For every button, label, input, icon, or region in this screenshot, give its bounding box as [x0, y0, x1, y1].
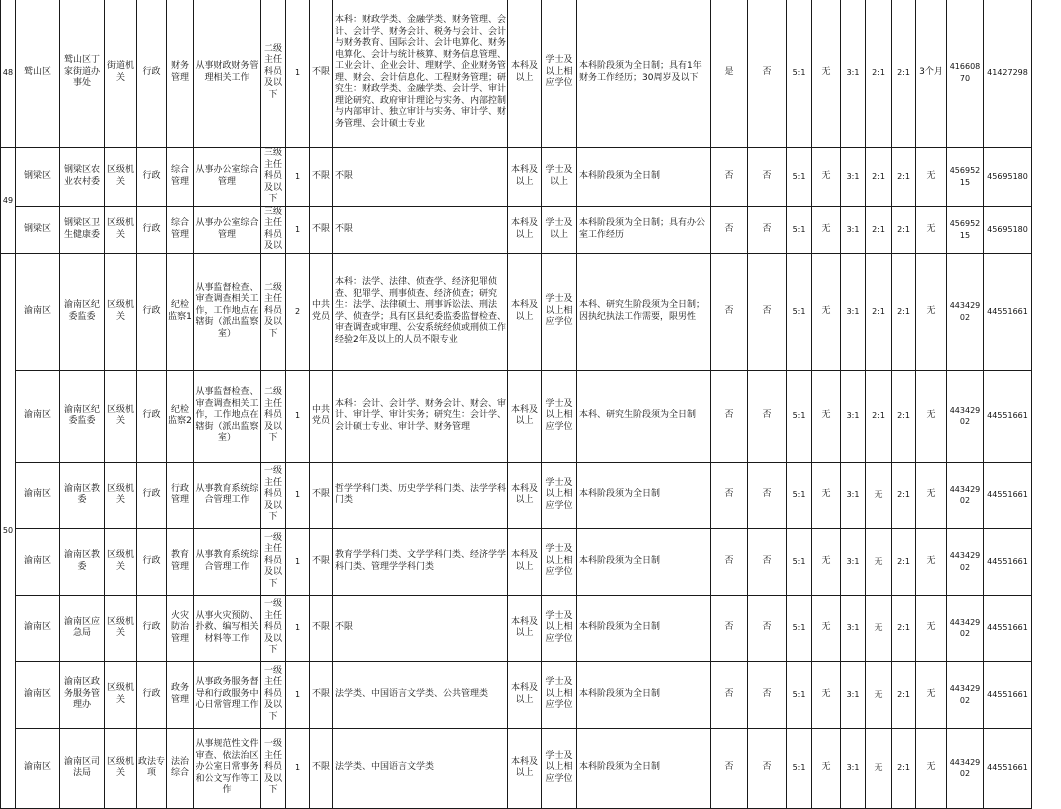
degree-cell: 学士及以上相应学位	[542, 0, 577, 148]
phone2-cell: 41427298	[984, 0, 1032, 148]
district-cell: 渝南区	[16, 253, 60, 370]
degree-cell: 学士及以上相应学位	[542, 728, 577, 808]
table-row	[1, 728, 1032, 808]
c2-cell: 否	[748, 206, 787, 253]
district-cell: 钢梁区	[16, 148, 60, 207]
count-cell: 1	[286, 661, 310, 728]
unit-cell: 钢梁区农业农村委	[60, 148, 105, 207]
major-cell: 法学类、中国语言文学类	[333, 728, 508, 808]
unit-type-cell: 区级机关	[105, 206, 137, 253]
c2-cell: 否	[748, 0, 787, 148]
c8-cell: 无	[916, 370, 947, 462]
politics-cell: 不限	[310, 206, 333, 253]
c4-cell: 无	[812, 462, 841, 528]
level-cell: 一级主任科员及以下	[261, 728, 286, 808]
politics-cell: 不限	[310, 148, 333, 207]
c3-cell: 5:1	[787, 661, 812, 728]
phone2-cell: 44551661	[984, 528, 1032, 595]
c6-cell: 无	[866, 595, 892, 661]
other-cell: 本科、研究生阶段须为全日制	[577, 370, 711, 462]
unit-cell: 渝南区纪委监委	[60, 370, 105, 462]
level-cell: 二级主任科员及以下	[261, 0, 286, 148]
position-cell: 财务管理	[167, 0, 194, 148]
unit-type-cell: 区级机关	[105, 595, 137, 661]
district-cell: 鹫山区	[16, 0, 60, 148]
unit-type-cell: 区级机关	[105, 253, 137, 370]
position-cell: 纪检监察1	[167, 253, 194, 370]
table-row	[1, 253, 1032, 370]
other-cell: 本科阶段须为全日制	[577, 462, 711, 528]
position-cell: 综合管理	[167, 148, 194, 207]
c4-cell: 无	[812, 206, 841, 253]
phone1-cell: 44342902	[947, 370, 984, 462]
table-row	[1, 206, 1032, 253]
c2-cell: 否	[748, 462, 787, 528]
phone1-cell: 45695215	[947, 206, 984, 253]
duty-cell: 从事监督检查、审查调查相关工作，工作地点在辖街（派出监察室）	[194, 253, 261, 370]
phone1-cell: 44342902	[947, 528, 984, 595]
phone2-cell: 45695180	[984, 148, 1032, 207]
c7-cell: 2:1	[892, 148, 916, 207]
duty-cell: 从事财政财务管理相关工作	[194, 0, 261, 148]
c3-cell: 5:1	[787, 528, 812, 595]
education-cell: 本科及以上	[508, 595, 542, 661]
count-cell: 1	[286, 728, 310, 808]
c3-cell: 5:1	[787, 0, 812, 148]
unit-cell: 鹫山区丁家街道办事处	[60, 0, 105, 148]
c3-cell: 5:1	[787, 148, 812, 207]
phone2-cell: 44551661	[984, 661, 1032, 728]
unit-cell: 渝南区纪委监委	[60, 253, 105, 370]
degree-cell: 学士及以上相应学位	[542, 528, 577, 595]
count-cell: 1	[286, 206, 310, 253]
position-cell: 火灾防治管理	[167, 595, 194, 661]
major-cell: 本科：财政学类、金融学类、财务管理、会计、会计学、财务会计、税务与会计、会计与财务教育、国际会计、会计电算化、财务电算化、会计与统计核算、财务信息管理、工业会计、企业会计、理财学、企业财务管理、财会、会计信息化、工程财务管理；研究生：财政学类、金融学类、会计学、审计理论研究、政府审计理论与实务、内部控制与内部审计、独立审计与实务、审计学、财务管理、会计硕士专业	[333, 0, 508, 148]
district-cell: 渝南区	[16, 462, 60, 528]
level-cell: 一级主任科员及以下	[261, 661, 286, 728]
c7-cell: 2:1	[892, 728, 916, 808]
category-cell: 行政	[137, 462, 167, 528]
c4-cell: 无	[812, 148, 841, 207]
unit-cell: 渝南区教委	[60, 462, 105, 528]
c1-cell: 否	[711, 462, 748, 528]
c8-cell: 无	[916, 148, 947, 207]
duty-cell: 从事火灾预防、扑救、编写相关材料等工作	[194, 595, 261, 661]
count-cell: 1	[286, 0, 310, 148]
c7-cell: 2:1	[892, 595, 916, 661]
category-cell: 行政	[137, 148, 167, 207]
phone2-cell: 44551661	[984, 462, 1032, 528]
major-cell: 不限	[333, 595, 508, 661]
education-cell: 本科及以上	[508, 462, 542, 528]
phone1-cell: 44342902	[947, 661, 984, 728]
degree-cell: 学士及以上相应学位	[542, 462, 577, 528]
c1-cell: 否	[711, 206, 748, 253]
c1-cell: 否	[711, 370, 748, 462]
c5-cell: 3:1	[841, 595, 866, 661]
category-cell: 行政	[137, 595, 167, 661]
category-cell: 行政	[137, 661, 167, 728]
table-row	[1, 462, 1032, 528]
other-cell: 本科、研究生阶段须为全日制；因执纪执法工作需要，限男性	[577, 253, 711, 370]
unit-type-cell: 区级机关	[105, 462, 137, 528]
c7-cell: 2:1	[892, 206, 916, 253]
group-number: 48	[1, 0, 16, 148]
c5-cell: 3:1	[841, 528, 866, 595]
table-row	[1, 0, 1032, 148]
unit-type-cell: 区级机关	[105, 661, 137, 728]
c4-cell: 无	[812, 728, 841, 808]
degree-cell: 学士及以上相应学位	[542, 253, 577, 370]
c3-cell: 5:1	[787, 206, 812, 253]
district-cell: 渝南区	[16, 595, 60, 661]
c5-cell: 3:1	[841, 0, 866, 148]
phone1-cell: 44342902	[947, 253, 984, 370]
c7-cell: 2:1	[892, 0, 916, 148]
c5-cell: 3:1	[841, 206, 866, 253]
position-cell: 综合管理	[167, 206, 194, 253]
degree-cell: 学士及以上相应学位	[542, 661, 577, 728]
degree-cell: 学士及以上相应学位	[542, 595, 577, 661]
position-cell: 法治综合	[167, 728, 194, 808]
duty-cell: 从事教育系统综合管理工作	[194, 462, 261, 528]
c4-cell: 无	[812, 661, 841, 728]
c5-cell: 3:1	[841, 462, 866, 528]
category-cell: 行政	[137, 206, 167, 253]
level-cell: 一级主任科员及以下	[261, 528, 286, 595]
district-cell: 渝南区	[16, 528, 60, 595]
c1-cell: 否	[711, 528, 748, 595]
politics-cell: 不限	[310, 661, 333, 728]
c8-cell: 无	[916, 528, 947, 595]
unit-cell: 渝南区应急局	[60, 595, 105, 661]
unit-cell: 渝南区政务服务管理办	[60, 661, 105, 728]
c2-cell: 否	[748, 661, 787, 728]
c6-cell: 2:1	[866, 206, 892, 253]
phone1-cell: 44342902	[947, 595, 984, 661]
category-cell: 行政	[137, 253, 167, 370]
table-row	[1, 661, 1032, 728]
level-cell: 二级主任科员及以下	[261, 370, 286, 462]
education-cell: 本科及以上	[508, 528, 542, 595]
c7-cell: 2:1	[892, 528, 916, 595]
c4-cell: 无	[812, 528, 841, 595]
level-cell: 三级主任科员及以下	[261, 148, 286, 207]
unit-type-cell: 区级机关	[105, 528, 137, 595]
c1-cell: 是	[711, 0, 748, 148]
c3-cell: 5:1	[787, 728, 812, 808]
c3-cell: 5:1	[787, 253, 812, 370]
c1-cell: 否	[711, 728, 748, 808]
c8-cell: 无	[916, 253, 947, 370]
c8-cell: 无	[916, 595, 947, 661]
level-cell: 三级主任科员及以	[261, 206, 286, 253]
count-cell: 1	[286, 462, 310, 528]
politics-cell: 不限	[310, 462, 333, 528]
c5-cell: 3:1	[841, 253, 866, 370]
c8-cell: 无	[916, 728, 947, 808]
district-cell: 渝南区	[16, 370, 60, 462]
unit-cell: 渝南区教委	[60, 528, 105, 595]
level-cell: 二级主任科员及以下	[261, 253, 286, 370]
c4-cell: 无	[812, 595, 841, 661]
position-cell: 教育管理	[167, 528, 194, 595]
c1-cell: 否	[711, 253, 748, 370]
politics-cell: 中共党员	[310, 370, 333, 462]
unit-cell: 渝南区司法局	[60, 728, 105, 808]
c1-cell: 否	[711, 661, 748, 728]
table-row	[1, 528, 1032, 595]
other-cell: 本科阶段须为全日制	[577, 728, 711, 808]
phone1-cell: 45695215	[947, 148, 984, 207]
c6-cell: 无	[866, 728, 892, 808]
education-cell: 本科及以上	[508, 370, 542, 462]
other-cell: 本科阶段须为全日制	[577, 148, 711, 207]
count-cell: 1	[286, 370, 310, 462]
c2-cell: 否	[748, 148, 787, 207]
phone2-cell: 44551661	[984, 370, 1032, 462]
c5-cell: 3:1	[841, 661, 866, 728]
position-cell: 政务管理	[167, 661, 194, 728]
c5-cell: 3:1	[841, 370, 866, 462]
c8-cell: 无	[916, 661, 947, 728]
c7-cell: 2:1	[892, 661, 916, 728]
count-cell: 1	[286, 595, 310, 661]
c8-cell: 无	[916, 462, 947, 528]
position-cell: 行政管理	[167, 462, 194, 528]
education-cell: 本科及以上	[508, 661, 542, 728]
phone1-cell: 44342902	[947, 462, 984, 528]
duty-cell: 从事办公室综合管理	[194, 148, 261, 207]
c6-cell: 无	[866, 661, 892, 728]
politics-cell: 不限	[310, 728, 333, 808]
duty-cell: 从事教育系统综合管理工作	[194, 528, 261, 595]
level-cell: 一级主任科员及以下	[261, 462, 286, 528]
c6-cell: 2:1	[866, 148, 892, 207]
count-cell: 2	[286, 253, 310, 370]
c3-cell: 5:1	[787, 370, 812, 462]
other-cell: 本科阶段须为全日制；具有1年财务工作经历；30周岁及以下	[577, 0, 711, 148]
table-row	[1, 148, 1032, 207]
table-row	[1, 595, 1032, 661]
unit-type-cell: 区级机关	[105, 728, 137, 808]
phone2-cell: 45695180	[984, 206, 1032, 253]
position-cell: 纪检监察2	[167, 370, 194, 462]
c4-cell: 无	[812, 0, 841, 148]
politics-cell: 中共党员	[310, 253, 333, 370]
degree-cell: 学士及以上相应学位	[542, 370, 577, 462]
phone2-cell: 44551661	[984, 253, 1032, 370]
education-cell: 本科及以上	[508, 148, 542, 207]
duty-cell: 从事办公室综合管理	[194, 206, 261, 253]
c2-cell: 否	[748, 595, 787, 661]
group-number: 50	[1, 253, 16, 808]
major-cell: 不限	[333, 206, 508, 253]
c7-cell: 2:1	[892, 253, 916, 370]
degree-cell: 学士及以上	[542, 148, 577, 207]
c7-cell: 2:1	[892, 370, 916, 462]
category-cell: 行政	[137, 0, 167, 148]
c5-cell: 3:1	[841, 148, 866, 207]
c6-cell: 无	[866, 462, 892, 528]
major-cell: 不限	[333, 148, 508, 207]
unit-type-cell: 街道机关	[105, 0, 137, 148]
c1-cell: 否	[711, 595, 748, 661]
phone1-cell: 41660870	[947, 0, 984, 148]
group-number: 49	[1, 148, 16, 254]
phone1-cell: 44342902	[947, 728, 984, 808]
c2-cell: 否	[748, 253, 787, 370]
education-cell: 本科及以上	[508, 0, 542, 148]
politics-cell: 不限	[310, 528, 333, 595]
district-cell: 钢梁区	[16, 206, 60, 253]
c3-cell: 5:1	[787, 462, 812, 528]
duty-cell: 从事政务服务督导和行政服务中心日常管理工作	[194, 661, 261, 728]
duty-cell: 从事规范性文件审查、依法治区办公室日常事务和公文写作等工作	[194, 728, 261, 808]
politics-cell: 不限	[310, 0, 333, 148]
c6-cell: 无	[866, 528, 892, 595]
category-cell: 行政	[137, 370, 167, 462]
c7-cell: 2:1	[892, 462, 916, 528]
education-cell: 本科及以上	[508, 206, 542, 253]
phone2-cell: 44551661	[984, 595, 1032, 661]
degree-cell: 学士及以上	[542, 206, 577, 253]
c1-cell: 否	[711, 148, 748, 207]
unit-cell: 钢梁区卫生健康委	[60, 206, 105, 253]
politics-cell: 不限	[310, 595, 333, 661]
level-cell: 一级主任科员及以下	[261, 595, 286, 661]
unit-type-cell: 区级机关	[105, 370, 137, 462]
c2-cell: 否	[748, 528, 787, 595]
major-cell: 哲学学科门类、历史学学科门类、法学学科门类	[333, 462, 508, 528]
other-cell: 本科阶段须为全日制	[577, 595, 711, 661]
unit-type-cell: 区级机关	[105, 148, 137, 207]
education-cell: 本科及以上	[508, 728, 542, 808]
major-cell: 本科：会计、会计学、财务会计、财会、审计、审计学、审计实务；研究生：会计学、会计硕士专业、审计学、财务管理	[333, 370, 508, 462]
district-cell: 渝南区	[16, 728, 60, 808]
c8-cell: 3个月	[916, 0, 947, 148]
c4-cell: 无	[812, 370, 841, 462]
major-cell: 法学类、中国语言文学类、公共管理类	[333, 661, 508, 728]
c6-cell: 2:1	[866, 253, 892, 370]
c8-cell: 无	[916, 206, 947, 253]
table-row	[1, 370, 1032, 462]
duty-cell: 从事监督检查、审查调查相关工作，工作地点在辖街（派出监察室）	[194, 370, 261, 462]
count-cell: 1	[286, 148, 310, 207]
c2-cell: 否	[748, 728, 787, 808]
c4-cell: 无	[812, 253, 841, 370]
c3-cell: 5:1	[787, 595, 812, 661]
c2-cell: 否	[748, 370, 787, 462]
category-cell: 行政	[137, 528, 167, 595]
c6-cell: 2:1	[866, 0, 892, 148]
count-cell: 1	[286, 528, 310, 595]
category-cell: 政法专项	[137, 728, 167, 808]
major-cell: 教育学学科门类、文学学科门类、经济学学科门类、管理学学科门类	[333, 528, 508, 595]
major-cell: 本科：法学、法律、侦查学、经济犯罪侦查、犯罪学、刑事侦查、经济侦查；研究生：法学、法律硕士、刑事诉讼法、刑法学、侦查学；具有区县纪委监委监督检查、审查调查或审理、公安系统经侦或刑侦工作经验2年及以上的人员不限专业	[333, 253, 508, 370]
phone2-cell: 44551661	[984, 728, 1032, 808]
c5-cell: 3:1	[841, 728, 866, 808]
education-cell: 本科及以上	[508, 253, 542, 370]
other-cell: 本科阶段须为全日制	[577, 661, 711, 728]
other-cell: 本科阶段须为全日制；具有办公室工作经历	[577, 206, 711, 253]
c6-cell: 2:1	[866, 370, 892, 462]
other-cell: 本科阶段须为全日制	[577, 528, 711, 595]
district-cell: 渝南区	[16, 661, 60, 728]
